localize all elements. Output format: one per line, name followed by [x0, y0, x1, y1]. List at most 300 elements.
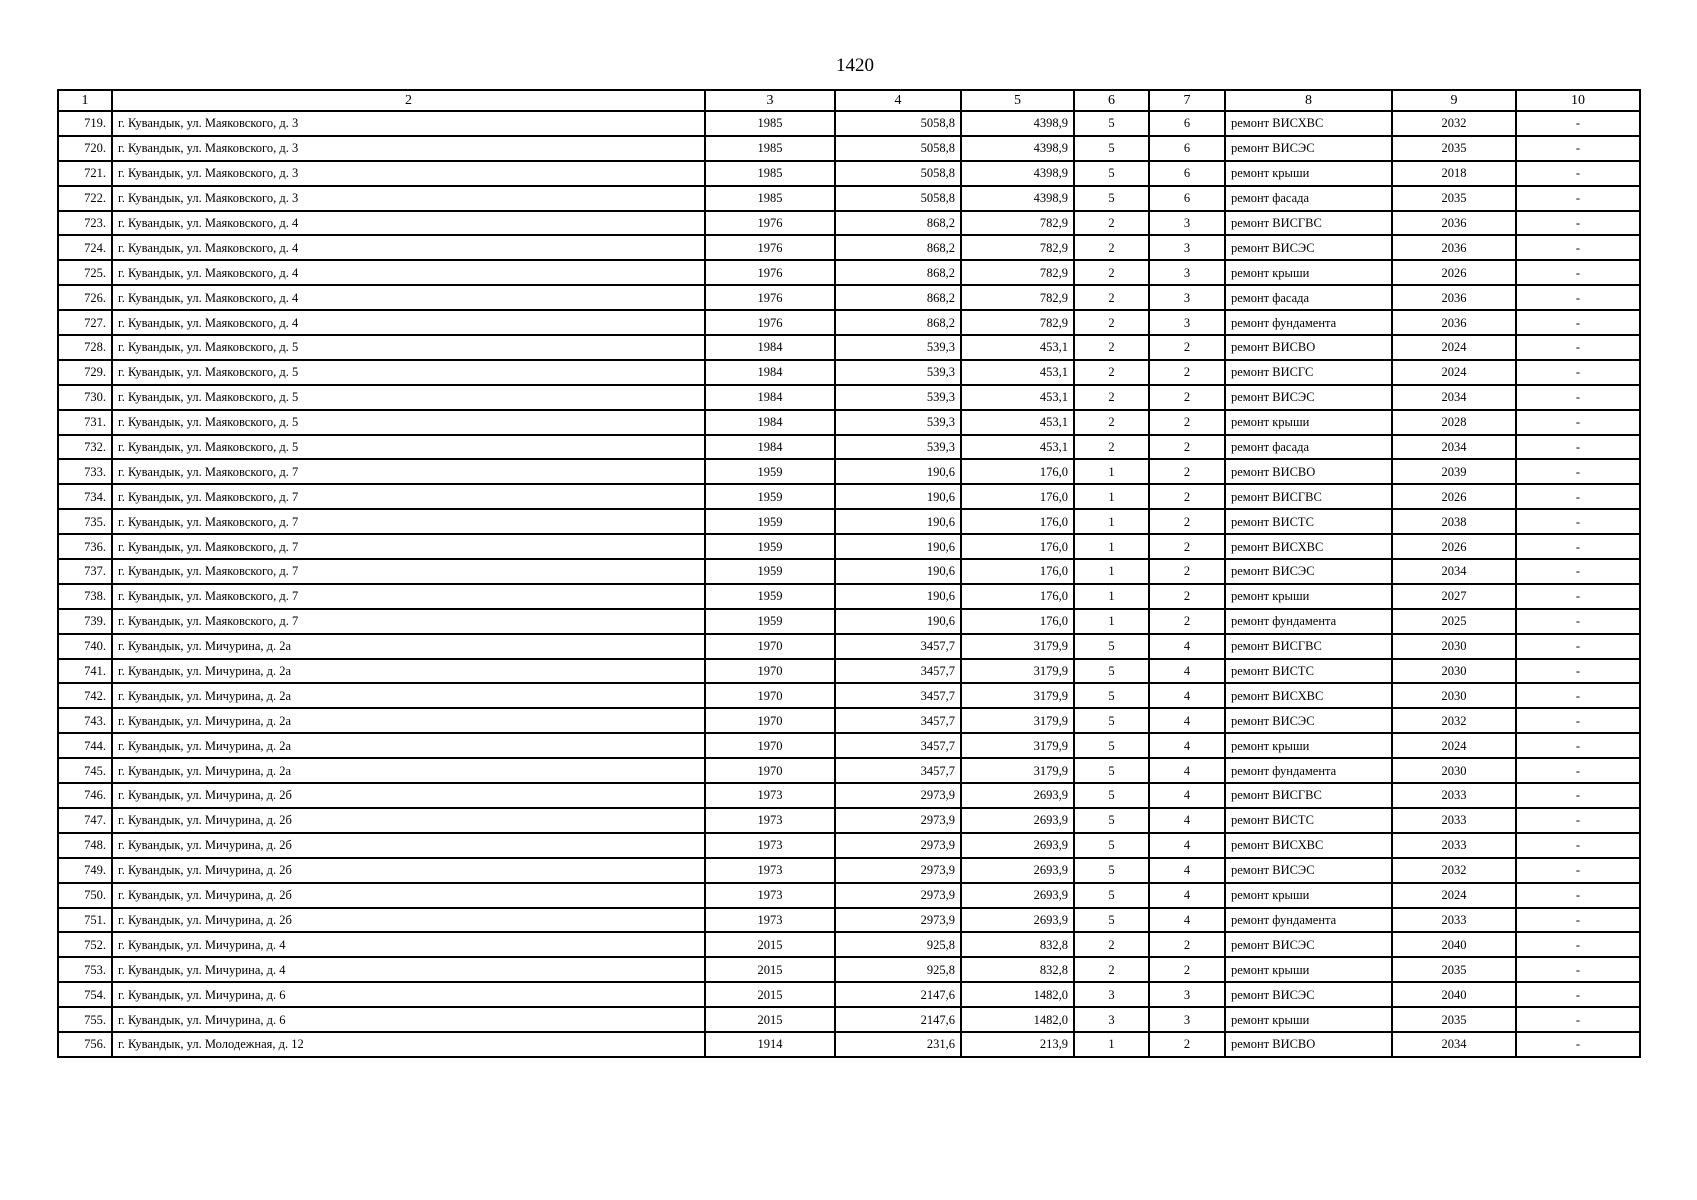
cell-entrances: 4 — [1149, 733, 1225, 758]
cell-floors: 5 — [1074, 634, 1149, 659]
cell-note: - — [1516, 733, 1640, 758]
cell-address: г. Кувандык, ул. Мичурина, д. 2б — [112, 858, 705, 883]
cell-total-area: 190,6 — [835, 609, 961, 634]
cell-living-area: 3179,9 — [961, 708, 1074, 733]
cell-living-area: 176,0 — [961, 609, 1074, 634]
cell-total-area: 2147,6 — [835, 1007, 961, 1032]
cell-year-built: 1970 — [705, 683, 835, 708]
cell-work-type: ремонт ВИСТС — [1225, 509, 1392, 534]
column-header-5: 5 — [961, 90, 1074, 111]
cell-year-built: 1973 — [705, 783, 835, 808]
cell-note: - — [1516, 559, 1640, 584]
cell-planned-year: 2027 — [1392, 584, 1516, 609]
cell-row-number: 751. — [58, 908, 112, 933]
cell-address: г. Кувандык, ул. Мичурина, д. 2а — [112, 659, 705, 684]
cell-total-area: 868,2 — [835, 235, 961, 260]
cell-living-area: 453,1 — [961, 410, 1074, 435]
cell-year-built: 1984 — [705, 410, 835, 435]
table-row — [58, 335, 1640, 360]
cell-planned-year: 2035 — [1392, 186, 1516, 211]
cell-year-built: 1976 — [705, 285, 835, 310]
cell-work-type: ремонт ВИСГВС — [1225, 634, 1392, 659]
cell-floors: 5 — [1074, 708, 1149, 733]
cell-planned-year: 2024 — [1392, 883, 1516, 908]
cell-planned-year: 2024 — [1392, 733, 1516, 758]
cell-entrances: 2 — [1149, 609, 1225, 634]
cell-living-area: 782,9 — [961, 235, 1074, 260]
cell-planned-year: 2040 — [1392, 932, 1516, 957]
cell-total-area: 868,2 — [835, 260, 961, 285]
cell-total-area: 2973,9 — [835, 808, 961, 833]
cell-entrances: 2 — [1149, 957, 1225, 982]
cell-entrances: 4 — [1149, 858, 1225, 883]
cell-entrances: 3 — [1149, 285, 1225, 310]
cell-living-area: 782,9 — [961, 211, 1074, 236]
cell-year-built: 2015 — [705, 932, 835, 957]
cell-entrances: 4 — [1149, 783, 1225, 808]
cell-floors: 5 — [1074, 136, 1149, 161]
cell-address: г. Кувандык, ул. Маяковского, д. 5 — [112, 435, 705, 460]
cell-note: - — [1516, 758, 1640, 783]
cell-floors: 5 — [1074, 908, 1149, 933]
cell-living-area: 2693,9 — [961, 883, 1074, 908]
cell-floors: 1 — [1074, 484, 1149, 509]
cell-note: - — [1516, 484, 1640, 509]
cell-entrances: 2 — [1149, 932, 1225, 957]
cell-planned-year: 2035 — [1392, 1007, 1516, 1032]
cell-year-built: 1985 — [705, 161, 835, 186]
cell-address: г. Кувандык, ул. Мичурина, д. 2б — [112, 808, 705, 833]
cell-entrances: 2 — [1149, 559, 1225, 584]
table-row — [58, 982, 1640, 1007]
cell-total-area: 539,3 — [835, 410, 961, 435]
cell-living-area: 176,0 — [961, 559, 1074, 584]
cell-row-number: 748. — [58, 833, 112, 858]
cell-floors: 1 — [1074, 509, 1149, 534]
cell-note: - — [1516, 509, 1640, 534]
cell-total-area: 3457,7 — [835, 708, 961, 733]
column-header-7: 7 — [1149, 90, 1225, 111]
table-row — [58, 833, 1640, 858]
cell-living-area: 3179,9 — [961, 634, 1074, 659]
cell-living-area: 453,1 — [961, 360, 1074, 385]
table-row — [58, 459, 1640, 484]
cell-living-area: 3179,9 — [961, 758, 1074, 783]
cell-address: г. Кувандык, ул. Мичурина, д. 2б — [112, 783, 705, 808]
cell-work-type: ремонт ВИСГВС — [1225, 211, 1392, 236]
cell-planned-year: 2035 — [1392, 957, 1516, 982]
cell-entrances: 4 — [1149, 833, 1225, 858]
table-row — [58, 758, 1640, 783]
cell-row-number: 735. — [58, 509, 112, 534]
cell-living-area: 2693,9 — [961, 808, 1074, 833]
cell-living-area: 213,9 — [961, 1032, 1074, 1057]
cell-floors: 1 — [1074, 609, 1149, 634]
cell-row-number: 737. — [58, 559, 112, 584]
cell-total-area: 3457,7 — [835, 659, 961, 684]
cell-living-area: 782,9 — [961, 310, 1074, 335]
column-header-10: 10 — [1516, 90, 1640, 111]
cell-year-built: 1973 — [705, 908, 835, 933]
cell-row-number: 723. — [58, 211, 112, 236]
table-row — [58, 310, 1640, 335]
cell-work-type: ремонт фундамента — [1225, 758, 1392, 783]
cell-year-built: 1984 — [705, 335, 835, 360]
cell-planned-year: 2033 — [1392, 808, 1516, 833]
cell-floors: 1 — [1074, 584, 1149, 609]
cell-total-area: 868,2 — [835, 310, 961, 335]
cell-row-number: 753. — [58, 957, 112, 982]
table-row — [58, 211, 1640, 236]
cell-living-area: 176,0 — [961, 534, 1074, 559]
cell-floors: 2 — [1074, 957, 1149, 982]
cell-address: г. Кувандык, ул. Маяковского, д. 5 — [112, 385, 705, 410]
cell-living-area: 3179,9 — [961, 733, 1074, 758]
cell-total-area: 539,3 — [835, 335, 961, 360]
cell-total-area: 231,6 — [835, 1032, 961, 1057]
cell-total-area: 2973,9 — [835, 833, 961, 858]
cell-total-area: 5058,8 — [835, 186, 961, 211]
cell-row-number: 750. — [58, 883, 112, 908]
cell-floors: 5 — [1074, 808, 1149, 833]
cell-entrances: 6 — [1149, 111, 1225, 136]
cell-note: - — [1516, 584, 1640, 609]
cell-planned-year: 2032 — [1392, 708, 1516, 733]
cell-year-built: 1959 — [705, 459, 835, 484]
cell-address: г. Кувандык, ул. Маяковского, д. 3 — [112, 136, 705, 161]
cell-living-area: 782,9 — [961, 260, 1074, 285]
cell-address: г. Кувандык, ул. Мичурина, д. 2а — [112, 758, 705, 783]
cell-floors: 1 — [1074, 534, 1149, 559]
cell-note: - — [1516, 1032, 1640, 1057]
cell-address: г. Кувандык, ул. Мичурина, д. 2б — [112, 908, 705, 933]
cell-address: г. Кувандык, ул. Мичурина, д. 2а — [112, 683, 705, 708]
cell-note: - — [1516, 534, 1640, 559]
cell-work-type: ремонт ВИСВО — [1225, 1032, 1392, 1057]
cell-entrances: 2 — [1149, 534, 1225, 559]
cell-address: г. Кувандык, ул. Маяковского, д. 7 — [112, 584, 705, 609]
cell-living-area: 2693,9 — [961, 783, 1074, 808]
cell-note: - — [1516, 310, 1640, 335]
cell-note: - — [1516, 410, 1640, 435]
cell-note: - — [1516, 932, 1640, 957]
cell-address: г. Кувандык, ул. Маяковского, д. 4 — [112, 310, 705, 335]
table-row — [58, 111, 1640, 136]
cell-work-type: ремонт ВИСЭС — [1225, 559, 1392, 584]
cell-planned-year: 2026 — [1392, 484, 1516, 509]
cell-floors: 2 — [1074, 235, 1149, 260]
cell-floors: 5 — [1074, 858, 1149, 883]
cell-row-number: 722. — [58, 186, 112, 211]
cell-note: - — [1516, 808, 1640, 833]
cell-work-type: ремонт ВИСТС — [1225, 808, 1392, 833]
cell-row-number: 724. — [58, 235, 112, 260]
cell-entrances: 2 — [1149, 335, 1225, 360]
cell-total-area: 190,6 — [835, 484, 961, 509]
cell-address: г. Кувандык, ул. Молодежная, д. 12 — [112, 1032, 705, 1057]
cell-total-area: 3457,7 — [835, 634, 961, 659]
cell-row-number: 727. — [58, 310, 112, 335]
cell-work-type: ремонт фасада — [1225, 435, 1392, 460]
cell-note: - — [1516, 858, 1640, 883]
cell-year-built: 1984 — [705, 435, 835, 460]
cell-floors: 2 — [1074, 435, 1149, 460]
cell-total-area: 868,2 — [835, 211, 961, 236]
cell-floors: 5 — [1074, 659, 1149, 684]
cell-entrances: 2 — [1149, 484, 1225, 509]
table-row — [58, 509, 1640, 534]
table-row — [58, 659, 1640, 684]
cell-entrances: 3 — [1149, 310, 1225, 335]
table-row — [58, 534, 1640, 559]
cell-entrances: 6 — [1149, 161, 1225, 186]
cell-living-area: 176,0 — [961, 484, 1074, 509]
cell-floors: 5 — [1074, 111, 1149, 136]
cell-year-built: 1970 — [705, 733, 835, 758]
cell-total-area: 190,6 — [835, 584, 961, 609]
cell-note: - — [1516, 783, 1640, 808]
cell-address: г. Кувандык, ул. Маяковского, д. 5 — [112, 410, 705, 435]
cell-living-area: 4398,9 — [961, 111, 1074, 136]
cell-note: - — [1516, 659, 1640, 684]
cell-planned-year: 2026 — [1392, 534, 1516, 559]
cell-address: г. Кувандык, ул. Маяковского, д. 7 — [112, 484, 705, 509]
table-row — [58, 957, 1640, 982]
cell-planned-year: 2036 — [1392, 310, 1516, 335]
cell-row-number: 746. — [58, 783, 112, 808]
cell-living-area: 4398,9 — [961, 161, 1074, 186]
cell-total-area: 539,3 — [835, 435, 961, 460]
cell-row-number: 720. — [58, 136, 112, 161]
cell-planned-year: 2032 — [1392, 111, 1516, 136]
cell-planned-year: 2034 — [1392, 1032, 1516, 1057]
cell-floors: 2 — [1074, 932, 1149, 957]
cell-year-built: 1959 — [705, 559, 835, 584]
table-row — [58, 932, 1640, 957]
cell-work-type: ремонт ВИСЭС — [1225, 708, 1392, 733]
cell-address: г. Кувандык, ул. Мичурина, д. 6 — [112, 982, 705, 1007]
table-row — [58, 808, 1640, 833]
cell-planned-year: 2033 — [1392, 833, 1516, 858]
cell-work-type: ремонт крыши — [1225, 410, 1392, 435]
cell-entrances: 4 — [1149, 808, 1225, 833]
cell-planned-year: 2038 — [1392, 509, 1516, 534]
cell-work-type: ремонт ВИСТС — [1225, 659, 1392, 684]
cell-living-area: 2693,9 — [961, 833, 1074, 858]
table-row — [58, 858, 1640, 883]
cell-year-built: 2015 — [705, 1007, 835, 1032]
cell-note: - — [1516, 360, 1640, 385]
cell-floors: 5 — [1074, 833, 1149, 858]
cell-planned-year: 2034 — [1392, 435, 1516, 460]
cell-entrances: 2 — [1149, 360, 1225, 385]
cell-address: г. Кувандык, ул. Маяковского, д. 7 — [112, 609, 705, 634]
cell-living-area: 3179,9 — [961, 659, 1074, 684]
cell-address: г. Кувандык, ул. Маяковского, д. 5 — [112, 335, 705, 360]
cell-planned-year: 2026 — [1392, 260, 1516, 285]
table-row — [58, 161, 1640, 186]
cell-floors: 2 — [1074, 410, 1149, 435]
cell-living-area: 453,1 — [961, 435, 1074, 460]
cell-living-area: 453,1 — [961, 385, 1074, 410]
cell-floors: 1 — [1074, 459, 1149, 484]
column-header-9: 9 — [1392, 90, 1516, 111]
cell-entrances: 2 — [1149, 385, 1225, 410]
cell-address: г. Кувандык, ул. Мичурина, д. 4 — [112, 932, 705, 957]
cell-year-built: 1959 — [705, 609, 835, 634]
cell-row-number: 752. — [58, 932, 112, 957]
cell-note: - — [1516, 285, 1640, 310]
cell-row-number: 742. — [58, 683, 112, 708]
cell-note: - — [1516, 609, 1640, 634]
cell-work-type: ремонт крыши — [1225, 161, 1392, 186]
cell-year-built: 1985 — [705, 186, 835, 211]
cell-floors: 1 — [1074, 559, 1149, 584]
cell-entrances: 2 — [1149, 584, 1225, 609]
cell-entrances: 3 — [1149, 211, 1225, 236]
cell-living-area: 2693,9 — [961, 908, 1074, 933]
cell-address: г. Кувандык, ул. Мичурина, д. 2а — [112, 634, 705, 659]
column-header-4: 4 — [835, 90, 961, 111]
cell-address: г. Кувандык, ул. Маяковского, д. 4 — [112, 260, 705, 285]
cell-total-area: 539,3 — [835, 385, 961, 410]
table-row — [58, 385, 1640, 410]
cell-total-area: 2973,9 — [835, 858, 961, 883]
cell-year-built: 1973 — [705, 858, 835, 883]
cell-note: - — [1516, 186, 1640, 211]
cell-year-built: 1970 — [705, 758, 835, 783]
cell-work-type: ремонт ВИСВО — [1225, 335, 1392, 360]
cell-floors: 5 — [1074, 783, 1149, 808]
cell-total-area: 925,8 — [835, 932, 961, 957]
cell-entrances: 4 — [1149, 758, 1225, 783]
cell-living-area: 4398,9 — [961, 186, 1074, 211]
cell-work-type: ремонт ВИСХВС — [1225, 534, 1392, 559]
cell-planned-year: 2028 — [1392, 410, 1516, 435]
cell-total-area: 2973,9 — [835, 783, 961, 808]
cell-year-built: 1959 — [705, 484, 835, 509]
cell-year-built: 1976 — [705, 310, 835, 335]
page-number: 1420 — [836, 55, 874, 76]
cell-planned-year: 2030 — [1392, 659, 1516, 684]
cell-note: - — [1516, 708, 1640, 733]
cell-row-number: 754. — [58, 982, 112, 1007]
cell-note: - — [1516, 260, 1640, 285]
cell-row-number: 740. — [58, 634, 112, 659]
cell-living-area: 176,0 — [961, 509, 1074, 534]
cell-living-area: 1482,0 — [961, 1007, 1074, 1032]
cell-year-built: 1976 — [705, 211, 835, 236]
cell-total-area: 3457,7 — [835, 733, 961, 758]
cell-year-built: 1985 — [705, 136, 835, 161]
table-row — [58, 733, 1640, 758]
cell-note: - — [1516, 136, 1640, 161]
table-body — [58, 111, 1640, 1057]
cell-floors: 2 — [1074, 335, 1149, 360]
cell-total-area: 925,8 — [835, 957, 961, 982]
cell-year-built: 2015 — [705, 957, 835, 982]
cell-row-number: 732. — [58, 435, 112, 460]
cell-planned-year: 2018 — [1392, 161, 1516, 186]
cell-row-number: 744. — [58, 733, 112, 758]
cell-floors: 2 — [1074, 211, 1149, 236]
cell-floors: 3 — [1074, 1007, 1149, 1032]
cell-work-type: ремонт ВИСХВС — [1225, 683, 1392, 708]
cell-total-area: 190,6 — [835, 509, 961, 534]
cell-living-area: 453,1 — [961, 335, 1074, 360]
cell-planned-year: 2036 — [1392, 235, 1516, 260]
cell-floors: 2 — [1074, 360, 1149, 385]
table-row — [58, 708, 1640, 733]
cell-entrances: 4 — [1149, 683, 1225, 708]
cell-note: - — [1516, 683, 1640, 708]
cell-row-number: 747. — [58, 808, 112, 833]
table-row — [58, 360, 1640, 385]
cell-entrances: 4 — [1149, 708, 1225, 733]
cell-planned-year: 2024 — [1392, 360, 1516, 385]
cell-row-number: 749. — [58, 858, 112, 883]
cell-total-area: 868,2 — [835, 285, 961, 310]
cell-note: - — [1516, 335, 1640, 360]
cell-work-type: ремонт ВИСЭС — [1225, 932, 1392, 957]
cell-year-built: 1959 — [705, 584, 835, 609]
table-row — [58, 908, 1640, 933]
cell-entrances: 2 — [1149, 1032, 1225, 1057]
cell-work-type: ремонт фундамента — [1225, 310, 1392, 335]
cell-note: - — [1516, 982, 1640, 1007]
column-header-3: 3 — [705, 90, 835, 111]
cell-note: - — [1516, 1007, 1640, 1032]
cell-note: - — [1516, 211, 1640, 236]
column-header-8: 8 — [1225, 90, 1392, 111]
cell-address: г. Кувандык, ул. Маяковского, д. 7 — [112, 509, 705, 534]
cell-row-number: 726. — [58, 285, 112, 310]
cell-floors: 5 — [1074, 733, 1149, 758]
cell-year-built: 1914 — [705, 1032, 835, 1057]
cell-year-built: 1973 — [705, 883, 835, 908]
cell-planned-year: 2030 — [1392, 683, 1516, 708]
cell-total-area: 3457,7 — [835, 683, 961, 708]
cell-year-built: 1959 — [705, 534, 835, 559]
cell-row-number: 719. — [58, 111, 112, 136]
cell-floors: 5 — [1074, 883, 1149, 908]
cell-planned-year: 2034 — [1392, 385, 1516, 410]
cell-note: - — [1516, 235, 1640, 260]
cell-address: г. Кувандык, ул. Маяковского, д. 3 — [112, 186, 705, 211]
cell-floors: 5 — [1074, 683, 1149, 708]
cell-living-area: 782,9 — [961, 285, 1074, 310]
cell-planned-year: 2033 — [1392, 783, 1516, 808]
cell-entrances: 2 — [1149, 410, 1225, 435]
cell-entrances: 2 — [1149, 459, 1225, 484]
cell-total-area: 5058,8 — [835, 136, 961, 161]
cell-work-type: ремонт ВИСХВС — [1225, 833, 1392, 858]
table-row — [58, 634, 1640, 659]
cell-planned-year: 2039 — [1392, 459, 1516, 484]
cell-floors: 3 — [1074, 982, 1149, 1007]
cell-note: - — [1516, 883, 1640, 908]
cell-living-area: 832,8 — [961, 932, 1074, 957]
cell-year-built: 2015 — [705, 982, 835, 1007]
table-row — [58, 260, 1640, 285]
cell-floors: 2 — [1074, 260, 1149, 285]
cell-work-type: ремонт фундамента — [1225, 609, 1392, 634]
table-row — [58, 883, 1640, 908]
cell-year-built: 1970 — [705, 634, 835, 659]
cell-entrances: 6 — [1149, 136, 1225, 161]
cell-work-type: ремонт ВИСЭС — [1225, 385, 1392, 410]
column-header-1: 1 — [58, 90, 112, 111]
